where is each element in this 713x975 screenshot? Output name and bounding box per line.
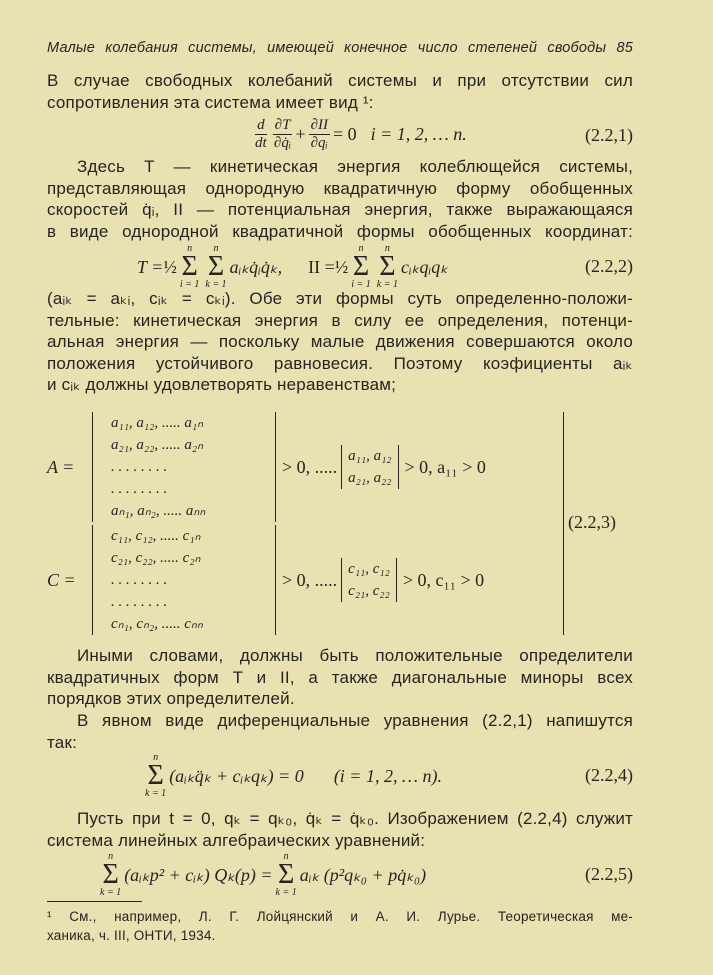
equation-2-2-4 [47, 753, 633, 799]
math: aᵢₖ (p²qₖ₀ + pq̇ₖ₀) [299, 864, 427, 885]
math: ½ [334, 256, 349, 277]
text-line: альная энергия — поскольку малые движения совершаются около [47, 332, 633, 351]
math: + [295, 124, 306, 144]
text-line: Пусть при t = 0, qₖ = qₖ₀, q̇ₖ = q̇ₖ₀. Изображением (2.2,4) служит [77, 809, 633, 828]
text-line: сопротивления эта система имеет вид ¹: [47, 92, 374, 112]
matrix-row: a₂₁, a₂₂, ..... a₂ₙ [111, 437, 204, 453]
math: k = 1 [145, 788, 167, 799]
equation-2-2-5 [47, 852, 633, 898]
equation-2-2-1 [47, 117, 633, 157]
math: A = [47, 456, 75, 477]
text-line: и cᵢₖ должны удовлетворять неравенствам; [47, 375, 397, 394]
math: n [187, 243, 193, 254]
math: k = 1 [205, 279, 227, 290]
equation-number: (2.2,1) [585, 125, 633, 145]
text-line: в виде однородной квадратичной формы обобщенных координат: [47, 221, 633, 241]
math: n [153, 752, 159, 763]
matrix-row: . . . . . . . . [111, 572, 168, 588]
math: = 0 [333, 124, 357, 144]
math: > 0, ..... [282, 456, 338, 477]
math: d [257, 117, 265, 133]
math: i = 1 [351, 279, 371, 290]
math: k = 1 [100, 887, 122, 898]
math: ½ [163, 256, 177, 277]
math: n [108, 851, 114, 862]
math: i = 1, 2, … n. [370, 124, 467, 144]
matrix-row: aₙ₁, aₙ₂, ..... aₙₙ [111, 503, 206, 519]
text-line: квадратичных форм T и II, а также диагональные миноры всех [47, 667, 633, 687]
math: > 0, a₁₁ > 0 [404, 456, 486, 477]
text-line: положения устойчивого равновесия. Поэтому коэфициенты aᵢₖ [47, 353, 633, 373]
determinant-C-inequalities [47, 525, 484, 635]
math: cᵢₖqᵢqₖ [400, 256, 448, 277]
matrix-row: cₙ₁, cₙ₂, ..... cₙₙ [111, 616, 203, 632]
math: C = [47, 569, 76, 590]
math: (i = 1, 2, … n). [333, 765, 442, 786]
math: k = 1 [376, 279, 398, 290]
paragraph-5 [47, 710, 633, 753]
paragraph-4 [47, 645, 633, 710]
math: (aᵢₖp² + cᵢₖ) Qₖ(p) = [124, 864, 273, 885]
math: > 0, ..... [282, 569, 338, 590]
sigma-symbol: Σ [181, 251, 198, 282]
math: > 0, c₁₁ > 0 [402, 569, 485, 590]
text-line: Здесь T — кинетическая энергия колеблющейся системы, [77, 157, 633, 176]
matrix-row: c₂₁, c₂₂, ..... c₂ₙ [111, 550, 201, 566]
matrix-row: c₁₁, c₁₂ [348, 561, 390, 577]
text-line: В явном виде диференциальные уравнения (2.2,1) напишутся [77, 711, 633, 730]
sigma-symbol: Σ [102, 859, 119, 890]
math: ∂q̇ᵢ [273, 135, 292, 151]
text-line: порядков этих определителей. [47, 689, 295, 708]
matrix-row: . . . . . . . . [111, 594, 168, 610]
text-line: тельные: кинетическая энергия в силу ее определения, потенци- [47, 310, 633, 330]
math: n [213, 243, 219, 254]
sigma-symbol: Σ [379, 251, 396, 282]
footnote [47, 907, 633, 945]
text-line: так: [47, 732, 78, 752]
math: i = 1 [179, 279, 200, 290]
text-line: В случае свободных колебаний системы и при отсутствии сил [47, 71, 633, 90]
equation-number: (2.2,2) [585, 256, 633, 276]
math: (aᵢₖq̈ₖ + cᵢₖqₖ) = 0 [169, 765, 304, 786]
footnote-rule [47, 901, 142, 902]
matrix-row: c₂₁, c₂₂ [348, 583, 390, 599]
sigma-symbol: Σ [352, 251, 370, 282]
paragraph-3 [47, 288, 633, 396]
text-line: система линейных алгебраических уравнений: [47, 830, 426, 850]
equation-number: (2.2,3) [568, 512, 616, 532]
right-brace [555, 412, 564, 635]
running-header [47, 38, 633, 60]
page-number: 85 [616, 40, 633, 56]
text-line: скоростей q̇ᵢ, II — потенциальная энергия, также выражающаяся [47, 200, 633, 219]
math: II = [308, 256, 335, 277]
math: n [384, 243, 390, 254]
text-line: Иными словами, должны быть положительные определители [77, 646, 633, 665]
matrix-row: . . . . . . . . [111, 481, 168, 497]
equation-number: (2.2,4) [585, 765, 633, 785]
math: k = 1 [275, 887, 297, 898]
equation-number: (2.2,5) [585, 864, 633, 884]
sigma-symbol: Σ [207, 251, 225, 282]
sigma-symbol: Σ [147, 760, 164, 791]
paragraph-1 [47, 70, 633, 113]
matrix-row: . . . . . . . . [111, 459, 168, 475]
math: ∂II [310, 117, 328, 133]
math: aᵢₖq̇ᵢq̇ₖ, [229, 256, 283, 277]
equation-2-2-2 [47, 244, 633, 290]
matrix-row: a₁₁, a₁₂ [348, 448, 392, 464]
determinant-A-inequalities [47, 412, 486, 522]
math: ∂qᵢ [310, 135, 328, 151]
header-title: Малые колебания системы, имеющей конечное число степеней свободы [47, 40, 607, 56]
paragraph-6 [47, 808, 633, 851]
math: n [358, 243, 364, 254]
math: ∂T [274, 117, 291, 133]
math: T = [137, 256, 164, 277]
text-line: представляющая однородную квадратичную форму обобщенных [47, 178, 633, 198]
matrix-row: a₁₁, a₁₂, ..... a₁ₙ [111, 415, 204, 431]
footnote-line: ¹ См., например, Л. Г. Лойцянский и А. И. Лурье. Теоретическая ме- [47, 909, 633, 924]
math: dt [255, 135, 267, 151]
text-line: (aᵢₖ = aₖᵢ, cᵢₖ = cₖᵢ). Обе эти формы суть определенно-положи- [47, 289, 633, 308]
paragraph-2 [47, 156, 633, 242]
matrix-row: a₂₁, a₂₂ [348, 470, 392, 486]
math: n [283, 851, 289, 862]
sigma-symbol: Σ [277, 859, 295, 890]
footnote-line: ханика, ч. III, ОНТИ, 1934. [47, 928, 216, 943]
matrix-row: c₁₁, c₁₂, ..... c₁ₙ [111, 528, 201, 544]
